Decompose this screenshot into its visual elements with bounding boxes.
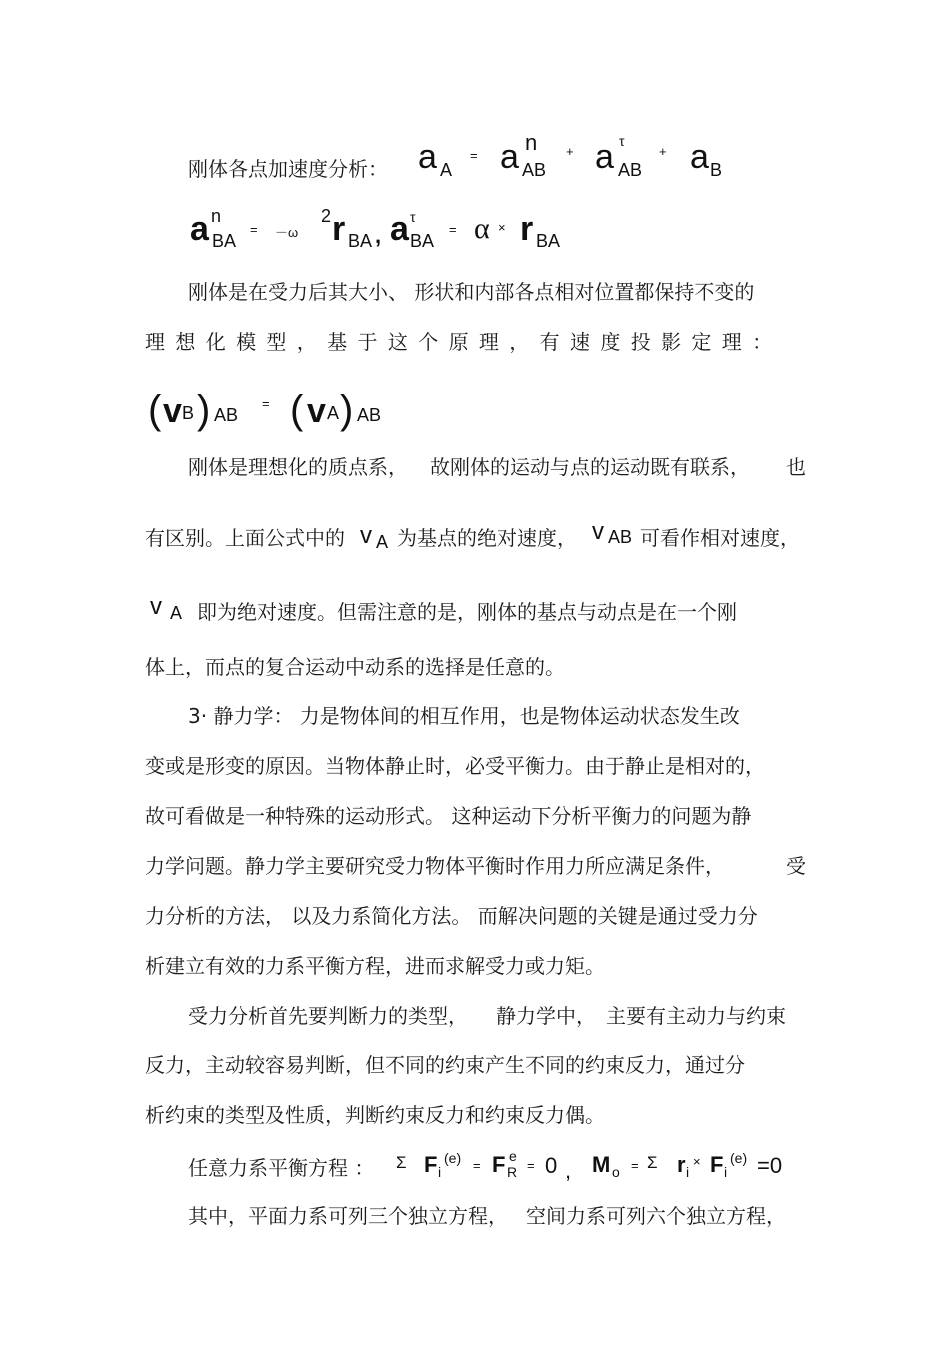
comma: , <box>565 1158 572 1183</box>
symbol-a: a <box>500 138 519 176</box>
open-paren: ( <box>290 388 304 432</box>
subscript: BA <box>212 231 237 251</box>
paragraph-line: 故可看做是一种特殊的运动形式。 这种运动下分析平衡力的问题为静 <box>145 804 752 828</box>
paragraph-line: 反力，主动较容易判断，但不同的约束产生不同的约束反力，通过分 <box>145 1053 745 1077</box>
paragraph-line: 为基点的绝对速度， <box>397 526 577 550</box>
superscript: 2 <box>321 206 332 226</box>
subscript: AB <box>618 160 643 180</box>
sigma-symbol: Σ <box>647 1153 658 1172</box>
subscript: A <box>170 603 183 623</box>
superscript: n <box>525 130 538 155</box>
symbol-a: a <box>418 138 437 176</box>
paragraph-line: 刚体是在受力后其大小、 形状和内部各点相对位置都保持不变的 <box>188 280 755 304</box>
subscript: i <box>724 1164 728 1180</box>
symbol-a: a <box>390 210 409 248</box>
paragraph-line: 也 <box>786 455 806 479</box>
subscript: BA <box>348 231 373 251</box>
equals-sign: = <box>470 148 478 163</box>
paragraph-line: 可看作相对速度， <box>640 526 800 550</box>
superscript: τ <box>619 133 625 149</box>
times-sign: × <box>693 1154 701 1169</box>
subscript: AB <box>522 160 547 180</box>
subscript: A <box>327 403 340 423</box>
subscript: BA <box>536 231 561 251</box>
symbol-v: v <box>307 392 326 430</box>
superscript: (e) <box>444 1150 462 1166</box>
equilibrium-label: 任意力系平衡方程 ： <box>188 1156 375 1180</box>
superscript: n <box>211 206 222 226</box>
symbol-F: F <box>492 1152 506 1177</box>
paragraph-line: 即为绝对速度。但需注意的是，刚体的基点与动点是在一个刚 <box>197 600 737 624</box>
symbol-v: v <box>150 593 162 620</box>
times-sign: × <box>498 220 506 235</box>
equals-sign: = <box>527 1158 535 1173</box>
paragraph-line: 刚体是理想化的质点系， <box>188 455 408 479</box>
paragraph-line: 析约束的类型及性质，判断约束反力和约束反力偶。 <box>145 1103 605 1127</box>
symbol-a: a <box>595 138 614 176</box>
subscript: R <box>507 1164 518 1180</box>
paragraph-line: 析建立有效的力系平衡方程，进而求解受力或力矩。 <box>145 954 605 978</box>
symbol-F: F <box>710 1152 724 1177</box>
paragraph-line: 主要有主动力与约束 <box>606 1004 786 1028</box>
paragraph-line: 体上，而点的复合运动中动系的选择是任意的。 <box>145 655 565 679</box>
plus-sign: + <box>566 144 574 159</box>
equals-sign: = <box>473 1158 481 1173</box>
alpha-symbol: α <box>474 212 490 245</box>
paragraph-line: 受 <box>786 854 806 878</box>
subscript: B <box>710 160 723 180</box>
subscript: AB <box>357 405 382 425</box>
equals-sign: = <box>449 222 457 237</box>
subscript: o <box>612 1164 620 1180</box>
symbol-F: F <box>424 1152 438 1177</box>
subscript: i <box>438 1164 442 1180</box>
paragraph-line: 理 想 化 模 型 ， 基 于 这 个 原 理 ， 有 速 度 投 影 定 理 ： <box>145 330 775 354</box>
subscript: A <box>440 160 453 180</box>
symbol-r: r <box>332 210 346 248</box>
equals-sign: = <box>250 222 258 237</box>
superscript: e <box>509 1148 517 1164</box>
superscript: τ <box>410 209 416 225</box>
subscript: AB <box>608 527 633 547</box>
symbol-a: a <box>690 138 709 176</box>
paragraph-line: 变或是形变的原因。当物体静止时，必受平衡力。由于静止是相对的， <box>145 754 765 778</box>
equals-zero: =0 <box>757 1153 783 1178</box>
symbol-M: M <box>592 1152 611 1177</box>
plus-sign: + <box>659 144 667 159</box>
accel-label: 刚体各点加速度分析： <box>188 157 388 181</box>
paragraph-line: 力分析的方法， 以及力系简化方法。 而解决问题的关键是通过受力分 <box>145 904 758 928</box>
subscript: A <box>376 532 389 552</box>
paragraph-line: 其中，平面力系可列三个独立方程， <box>188 1204 508 1228</box>
symbol-r: r <box>520 210 534 248</box>
paragraph-line: 有区别。上面公式中的 <box>145 526 345 550</box>
paragraph-line: 静力学中， <box>496 1004 596 1028</box>
symbol-a: a <box>190 210 209 248</box>
subscript: B <box>182 403 195 423</box>
superscript: (e) <box>730 1150 748 1166</box>
paragraph-line: 3· 静力学： 力是物体间的相互作用，也是物体运动状态发生改 <box>188 704 740 728</box>
zero: 0 <box>545 1153 558 1178</box>
close-paren: ) <box>340 388 354 432</box>
paragraph-line: 故刚体的运动与点的运动既有联系， <box>430 455 750 479</box>
close-paren: ) <box>197 388 211 432</box>
paragraph-line: 受力分析首先要判断力的类型， <box>188 1004 468 1028</box>
paragraph-line: 空间力系可列六个独立方程， <box>526 1204 786 1228</box>
subscript: BA <box>410 231 435 251</box>
paragraph-line: 力学问题。静力学主要研究受力物体平衡时作用力所应满足条件， <box>145 854 725 878</box>
equals-sign: = <box>631 1158 639 1173</box>
symbol-r: r <box>677 1152 686 1177</box>
symbol-v: v <box>592 518 604 545</box>
open-paren: ( <box>148 388 162 432</box>
comma: , <box>375 223 382 248</box>
negative-omega: －ω <box>275 225 299 240</box>
subscript: i <box>686 1164 690 1180</box>
symbol-v: v <box>163 392 182 430</box>
symbol-v: v <box>360 522 372 549</box>
equals-sign: = <box>262 396 270 411</box>
subscript: AB <box>214 405 239 425</box>
sigma-symbol: Σ <box>396 1153 407 1172</box>
